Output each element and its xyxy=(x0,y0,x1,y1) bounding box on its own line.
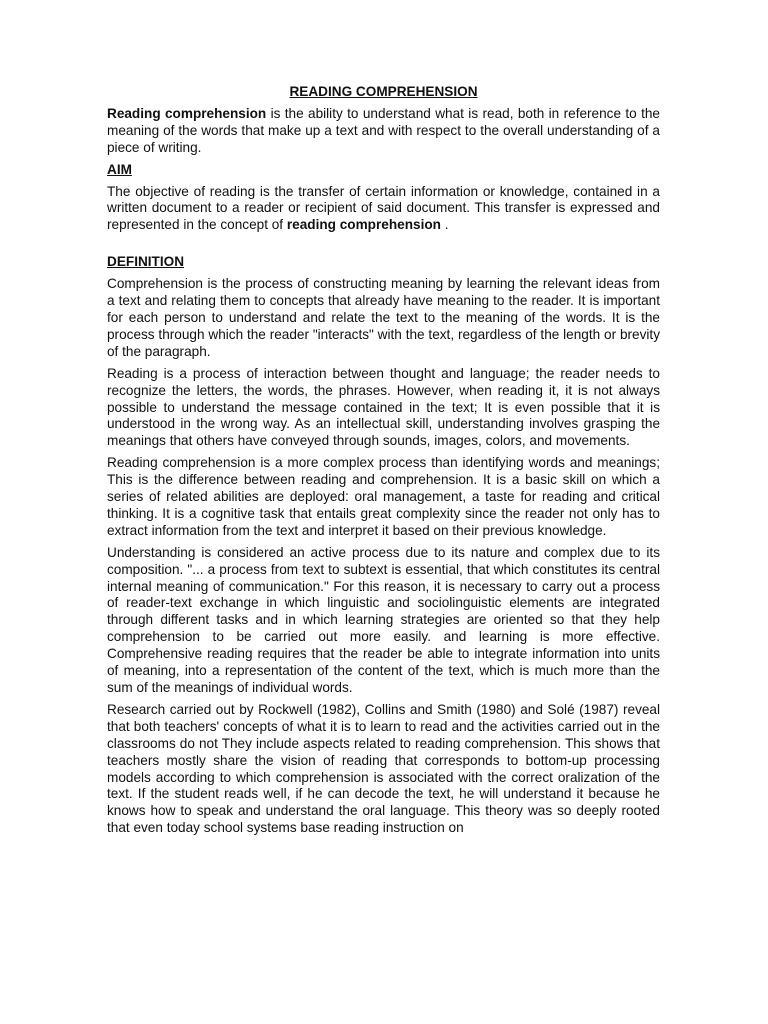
aim-term: reading comprehension xyxy=(286,217,441,233)
document-title: READING COMPREHENSION xyxy=(289,84,478,99)
definition-paragraph-3: Reading comprehension is a more complex process than identifying words and meanings; This is the difference between reading and comprehension. It is a basic skill on which a series of related abilities are deployed: oral management, a taste for reading and critical thinking. It is a cognitive task that entails great complexity since the reader not only has to extract information from the text and interpret it based on their previous knowledge. xyxy=(107,455,660,538)
intro-term: Reading comprehension xyxy=(107,105,267,121)
aim-heading: AIM xyxy=(107,161,132,177)
definition-heading: DEFINITION xyxy=(107,254,185,270)
aim-text-after: . xyxy=(440,217,449,233)
aim-paragraph xyxy=(107,184,660,235)
definition-paragraph-2: Reading is a process of interaction between thought and language; the reader needs to recognize the letters, the words, the phrases. However, when reading it, it is not always possible to understand the message contained in the text; It is even possible that it is understood in the wrong way. As an intellectual skill, understanding involves grasping the meanings that others have conveyed through sounds, images, colors, and movements. xyxy=(107,365,660,449)
definition-paragraph-4: Understanding is considered an active process due to its nature and complex due to its composition. "... a process from text to subtext is essential, that which constitutes its central internal meaning of communication." For this reason, it is necessary to carry out a process of reader-text exchange in which linguistic and sociolinguistic elements are integrated through different tasks and in which learning strategies are oriented so that they help comprehension to be carried out more easily. and learning is more effective. Comprehensive reading requires that the reader be able to integrate information into units of meaning, into a representation of the content of the text, which is much more than the sum of the meanings of individual words. xyxy=(107,544,660,695)
document-page xyxy=(107,84,660,842)
aim-text-before: The objective of reading is the transfer of certain information or knowledge, contained in a written document to a reader or recipient of said document. This transfer is expressed and represented in the concept of xyxy=(107,183,660,233)
definition-paragraph-1: Comprehension is the process of constructing meaning by learning the relevant ideas from a text and relating them to concepts that already have meaning to the reader. It is important for each person to understand and relate the text to the meaning of the words. It is the process through which the reader "interacts" with the text, regardless of the length or brevity of the paragraph. xyxy=(107,276,660,359)
intro-text: is the ability to understand what is read, both in reference to the meaning of the words that make up a text and with respect to the overall understanding of a piece of writing. xyxy=(107,105,660,155)
definition-paragraph-5: Research carried out by Rockwell (1982), Collins and Smith (1980) and Solé (1987) reveal that both teachers' concepts of what it is to learn to read and the activities carried out in the classrooms do not They include aspects related to reading comprehension. This shows that teachers mostly share the vision of reading that corresponds to bottom-up processing models according to which comprehension is associated with the correct oralization of the text. If the student reads well, if he can decode the text, he will understand it because he knows how to speak and understand the oral language. This theory was so deeply rooted that even today school systems base reading instruction on xyxy=(107,701,660,836)
intro-paragraph xyxy=(107,106,660,157)
